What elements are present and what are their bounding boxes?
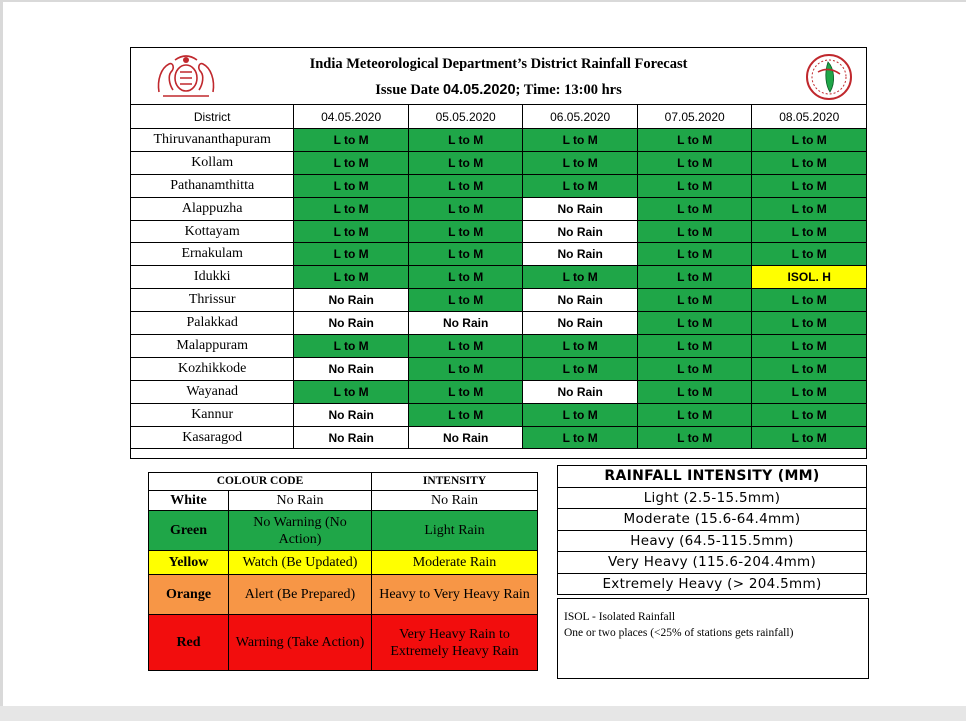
colour-code-header: COLOUR CODE: [149, 473, 372, 491]
colour-code-row: [149, 511, 538, 551]
colour-code-row: [149, 551, 538, 575]
forecast-cell: L to M: [752, 174, 867, 197]
district-row: [131, 426, 867, 449]
date-column-header: 04.05.2020: [294, 105, 409, 129]
rainfall-intensity-range: Extremely Heavy (> 204.5mm): [558, 573, 867, 595]
rainfall-intensity-title: RAINFALL INTENSITY (MM): [558, 466, 867, 488]
rainfall-intensity-row: [558, 552, 867, 574]
forecast-cell: L to M: [408, 151, 523, 174]
forecast-cell: L to M: [523, 266, 638, 289]
colour-name: Yellow: [149, 551, 229, 575]
rainfall-intensity-range: Moderate (15.6-64.4mm): [558, 509, 867, 531]
forecast-cell: L to M: [408, 380, 523, 403]
forecast-cell: L to M: [523, 335, 638, 358]
forecast-cell: L to M: [752, 335, 867, 358]
colour-code-row: [149, 575, 538, 615]
forecast-cell: L to M: [637, 335, 752, 358]
district-row: [131, 220, 867, 243]
district-name: Malappuram: [131, 335, 294, 358]
forecast-cell: No Rain: [523, 197, 638, 220]
forecast-cell: L to M: [408, 220, 523, 243]
forecast-cell: No Rain: [523, 220, 638, 243]
colour-name: White: [149, 491, 229, 511]
forecast-header-row: [131, 105, 867, 129]
forecast-cell: No Rain: [408, 312, 523, 335]
district-name: Kasaragod: [131, 426, 294, 449]
forecast-cell: No Rain: [523, 243, 638, 266]
forecast-cell: L to M: [752, 380, 867, 403]
forecast-cell: No Rain: [294, 357, 409, 380]
forecast-cell: No Rain: [294, 403, 409, 426]
forecast-cell: L to M: [637, 426, 752, 449]
district-row: [131, 403, 867, 426]
colour-code-row: [149, 615, 538, 671]
forecast-cell: No Rain: [523, 289, 638, 312]
colour-name: Orange: [149, 575, 229, 615]
date-column-header: 06.05.2020: [523, 105, 638, 129]
date-column-header: 05.05.2020: [408, 105, 523, 129]
forecast-cell: L to M: [637, 380, 752, 403]
forecast-cell: L to M: [408, 335, 523, 358]
forecast-cell: L to M: [294, 266, 409, 289]
colour-intensity: Moderate Rain: [372, 551, 538, 575]
forecast-cell: L to M: [752, 151, 867, 174]
date-column-header: 08.05.2020: [752, 105, 867, 129]
isol-note: [557, 598, 869, 679]
rainfall-intensity-row: [558, 487, 867, 509]
district-name: Thrissur: [131, 289, 294, 312]
district-name: Pathanamthitta: [131, 174, 294, 197]
colour-meaning: Alert (Be Prepared): [229, 575, 372, 615]
forecast-cell: L to M: [294, 220, 409, 243]
district-name: Ernakulam: [131, 243, 294, 266]
colour-intensity: Heavy to Very Heavy Rain: [372, 575, 538, 615]
rainfall-intensity-row: [558, 509, 867, 531]
forecast-cell: No Rain: [408, 426, 523, 449]
forecast-title: India Meteorological Department’s District Rainfall Forecast: [309, 56, 688, 72]
issue-label: Issue Date: [375, 82, 440, 98]
forecast-cell: L to M: [408, 197, 523, 220]
colour-intensity: No Rain: [372, 491, 538, 511]
forecast-cell: L to M: [752, 197, 867, 220]
forecast-cell: L to M: [294, 243, 409, 266]
forecast-cell: L to M: [523, 129, 638, 152]
colour-code-header-row: [149, 473, 538, 491]
rainfall-intensity-row: [558, 573, 867, 595]
forecast-cell: L to M: [294, 129, 409, 152]
forecast-cell: L to M: [637, 243, 752, 266]
colour-meaning: No Warning (No Action): [229, 511, 372, 551]
imd-logo: [804, 52, 854, 102]
district-name: Kannur: [131, 403, 294, 426]
forecast-cell: L to M: [637, 174, 752, 197]
forecast-cell: L to M: [523, 174, 638, 197]
district-row: [131, 197, 867, 220]
issue-time: ; Time: 13:00 hrs: [515, 82, 622, 98]
forecast-panel: [130, 47, 867, 459]
colour-meaning: Watch (Be Updated): [229, 551, 372, 575]
rainfall-intensity-range: Very Heavy (115.6-204.4mm): [558, 552, 867, 574]
forecast-cell: No Rain: [294, 312, 409, 335]
district-row: [131, 357, 867, 380]
district-row: [131, 289, 867, 312]
district-row: [131, 266, 867, 289]
forecast-cell: L to M: [637, 357, 752, 380]
forecast-cell: L to M: [294, 380, 409, 403]
forecast-cell: L to M: [523, 357, 638, 380]
district-name: Idukki: [131, 266, 294, 289]
colour-intensity: Very Heavy Rain to Extremely Heavy Rain: [372, 615, 538, 671]
forecast-cell: L to M: [752, 129, 867, 152]
forecast-cell: L to M: [408, 403, 523, 426]
forecast-cell: L to M: [752, 403, 867, 426]
forecast-cell: L to M: [408, 357, 523, 380]
forecast-cell: L to M: [408, 129, 523, 152]
colour-name: Green: [149, 511, 229, 551]
district-row: [131, 335, 867, 358]
isol-note-line1: ISOL - Isolated Rainfall: [564, 611, 676, 623]
rainfall-intensity-row: [558, 530, 867, 552]
forecast-cell: L to M: [637, 197, 752, 220]
district-row: [131, 380, 867, 403]
forecast-cell: L to M: [752, 426, 867, 449]
forecast-cell: L to M: [752, 243, 867, 266]
forecast-cell: L to M: [637, 129, 752, 152]
forecast-cell: L to M: [637, 220, 752, 243]
forecast-table: [130, 104, 867, 449]
colour-meaning: Warning (Take Action): [229, 615, 372, 671]
rainfall-intensity-table: [557, 465, 867, 595]
forecast-cell: L to M: [752, 289, 867, 312]
forecast-cell: L to M: [637, 151, 752, 174]
district-name: Kollam: [131, 151, 294, 174]
forecast-cell: L to M: [294, 335, 409, 358]
forecast-cell: No Rain: [294, 426, 409, 449]
forecast-cell: L to M: [523, 403, 638, 426]
forecast-header: [131, 48, 866, 105]
district-name: Alappuzha: [131, 197, 294, 220]
district-row: [131, 174, 867, 197]
forecast-cell: L to M: [752, 312, 867, 335]
forecast-cell: L to M: [637, 289, 752, 312]
forecast-cell: L to M: [637, 403, 752, 426]
forecast-cell: L to M: [637, 312, 752, 335]
rainfall-intensity-range: Heavy (64.5-115.5mm): [558, 530, 867, 552]
bottom-band: [0, 706, 966, 721]
forecast-cell: L to M: [637, 266, 752, 289]
colour-code-row: [149, 491, 538, 511]
forecast-cell: L to M: [523, 426, 638, 449]
colour-meaning: No Rain: [229, 491, 372, 511]
forecast-cell: ISOL. H: [752, 266, 867, 289]
forecast-cell: L to M: [294, 151, 409, 174]
forecast-cell: L to M: [523, 151, 638, 174]
forecast-cell: L to M: [752, 220, 867, 243]
district-name: Kozhikkode: [131, 357, 294, 380]
district-row: [131, 312, 867, 335]
issue-date: 04.05.2020: [442, 82, 516, 98]
colour-intensity: Light Rain: [372, 511, 538, 551]
district-name: Wayanad: [131, 380, 294, 403]
forecast-cell: L to M: [752, 357, 867, 380]
forecast-cell: L to M: [408, 266, 523, 289]
rainfall-intensity-range: Light (2.5-15.5mm): [558, 487, 867, 509]
district-name: Kottayam: [131, 220, 294, 243]
forecast-cell: L to M: [408, 289, 523, 312]
district-column-header: District: [131, 105, 294, 129]
forecast-cell: No Rain: [523, 380, 638, 403]
forecast-cell: L to M: [408, 243, 523, 266]
issue-line: [131, 82, 866, 99]
date-column-header: 07.05.2020: [637, 105, 752, 129]
forecast-cell: L to M: [294, 174, 409, 197]
forecast-cell: No Rain: [523, 312, 638, 335]
district-name: Palakkad: [131, 312, 294, 335]
district-row: [131, 243, 867, 266]
forecast-cell: L to M: [408, 174, 523, 197]
colour-code-table: [148, 472, 538, 671]
rainfall-intensity-header-row: [558, 466, 867, 488]
isol-note-line2: One or two places (<25% of stations gets rainfall): [564, 627, 794, 639]
district-row: [131, 129, 867, 152]
forecast-cell: L to M: [294, 197, 409, 220]
district-name: Thiruvananthapuram: [131, 129, 294, 152]
colour-name: Red: [149, 615, 229, 671]
forecast-cell: No Rain: [294, 289, 409, 312]
intensity-header: INTENSITY: [372, 473, 538, 491]
district-row: [131, 151, 867, 174]
